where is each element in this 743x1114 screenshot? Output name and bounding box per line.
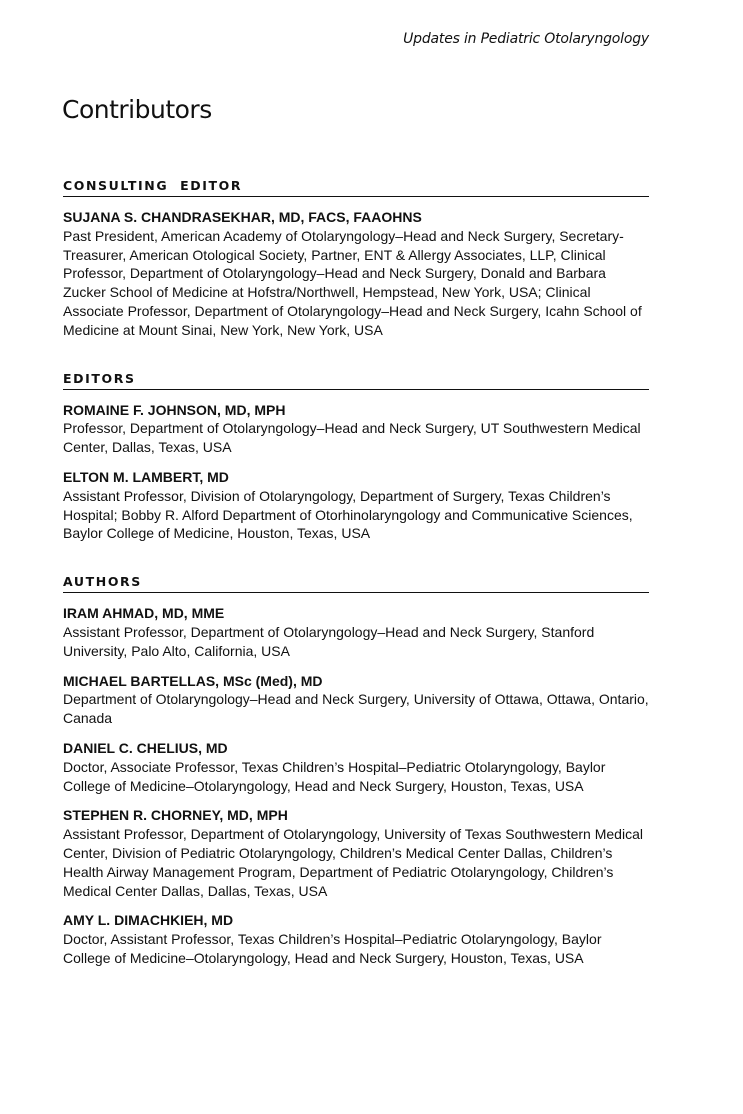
- running-head: Updates in Pediatric Otolaryngology: [403, 31, 649, 47]
- contributor-entry: [63, 806, 649, 900]
- contributor-affiliation: Assistant Professor, Division of Otolaryngology, Department of Surgery, Texas Children’s Hospital; Bobby R. Alford Department of Otorhinolaryngology and Communicative Sciences, Baylor College of Medicine, Houston, Texas, USA: [63, 487, 633, 542]
- section-heading: CONSULTING EDITOR: [63, 178, 649, 197]
- section-authors: [63, 574, 649, 968]
- contributor-name: ELTON M. LAMBERT, MD: [63, 468, 229, 485]
- contributor-affiliation: Professor, Department of Otolaryngology–Head and Neck Surgery, UT Southwestern Medical Center, Dallas, Texas, USA: [63, 420, 641, 456]
- contributor-entry: [63, 468, 649, 543]
- contributor-name: STEPHEN R. CHORNEY, MD, MPH: [63, 807, 288, 824]
- section-heading: AUTHORS: [63, 574, 649, 593]
- contributor-name: ROMAINE F. JOHNSON, MD, MPH: [63, 401, 286, 418]
- contributor-affiliation: Doctor, Assistant Professor, Texas Children’s Hospital–Pediatric Otolaryngology, Baylor College of Medicine–Otolaryngology, Head and Neck Surgery, Houston, Texas, USA: [63, 931, 602, 966]
- contributor-name: SUJANA S. CHANDRASEKHAR, MD, FACS, FAAOHNS: [63, 209, 422, 225]
- contributor-affiliation: Assistant Professor, Department of Otolaryngology, University of Texas Southwestern Medical Center, Division of Pediatric Otolaryngology, Children’s Medical Center Dallas, Children’s Health Airway Management Program, Department of Pediatric Otolaryngology, Children’s Medical Center Dallas, Dallas, Texas, USA: [63, 826, 643, 899]
- section-consulting-editor: [63, 178, 649, 340]
- contributor-entry: [63, 208, 649, 340]
- contributor-affiliation: Doctor, Associate Professor, Texas Children’s Hospital–Pediatric Otolaryngology, Baylor College of Medicine–Otolaryngology, Head and Neck Surgery, Houston, Texas, USA: [63, 758, 606, 794]
- section-editors: [63, 371, 649, 544]
- contributor-entry: [63, 911, 649, 967]
- contributor-name: MICHAEL BARTELLAS, MSc (Med), MD: [63, 672, 323, 689]
- contributor-name: IRAM AHMAD, MD, MME: [63, 605, 225, 622]
- contributor-name: AMY L. DIMACHKIEH, MD: [63, 912, 234, 929]
- contributor-affiliation: Department of Otolaryngology–Head and Neck Surgery, University of Ottawa, Ottawa, Ontario, Canada: [63, 691, 649, 727]
- contributor-affiliation: Assistant Professor, Department of Otolaryngology–Head and Neck Surgery, Stanford University, Palo Alto, California, USA: [63, 623, 595, 659]
- contributor-name: DANIEL C. CHELIUS, MD: [63, 739, 228, 756]
- page-title: Contributors: [62, 95, 212, 124]
- contributors-list: [63, 178, 649, 999]
- contributor-affiliation: Past President, American Academy of Otolaryngology–Head and Neck Surgery, Secretary-Treasurer, American Otological Society, Partner, ENT & Allergy Associates, LLP, Clinical Professor, Department of Otolaryngology–Head and Neck Surgery, Donald and Barbara Zucker School of Medicine at Hofstra/Northwell, Hempstead, New York, USA; Clinical Associate Professor, Department of Otolaryngology–Head and Neck Surgery, Icahn School of Medicine at Mount Sinai, New York, New York, USA: [63, 227, 642, 338]
- contributor-entry: [63, 739, 649, 795]
- contributor-entry: [63, 672, 649, 728]
- section-heading: EDITORS: [63, 371, 649, 390]
- contributor-entry: [63, 401, 649, 457]
- contributor-entry: [63, 604, 649, 660]
